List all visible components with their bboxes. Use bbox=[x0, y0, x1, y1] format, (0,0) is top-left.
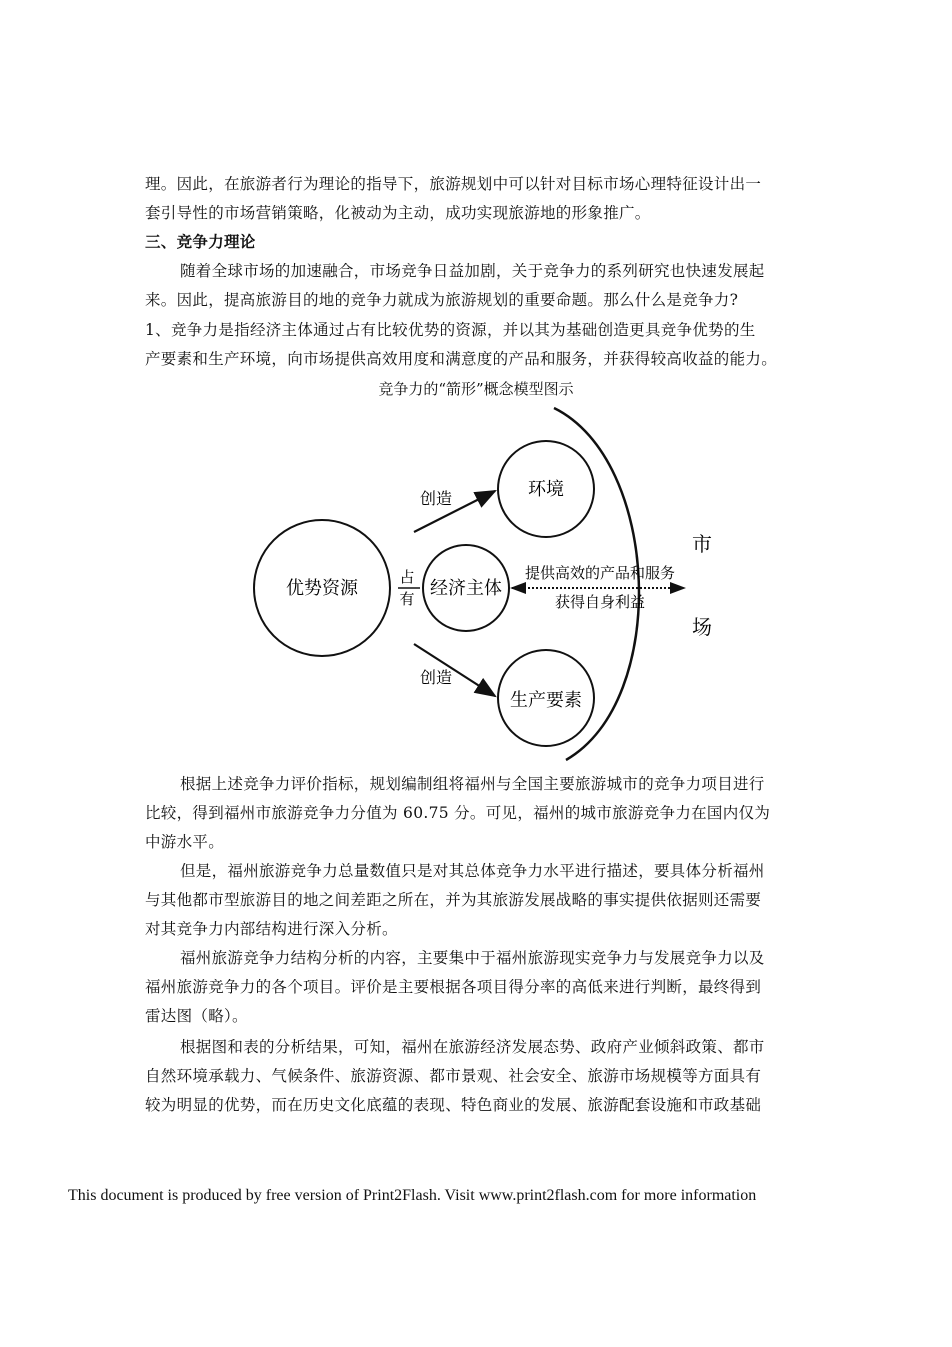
competitiveness-arrow-model-diagram bbox=[240, 400, 720, 770]
create-label-top: 创造 bbox=[419, 489, 453, 508]
paragraph-line: 与其他都市型旅游目的地之间差距之所在，并为其旅游发展战略的事实提供依据则还需要 bbox=[145, 891, 762, 909]
paragraph-line: 对其竞争力内部结构进行深入分析。 bbox=[145, 920, 398, 938]
environment-label: 环境 bbox=[528, 479, 564, 500]
provide-label: 提供高效的产品和服务 bbox=[524, 564, 676, 582]
intro-paragraph bbox=[145, 257, 835, 315]
paragraph-line: 但是，福州旅游竞争力总量数值只是对其总体竞争力水平进行描述，要具体分析福州 bbox=[180, 862, 765, 880]
paragraph-line: 套引导性的市场营销策略，化被动为主动，成功实现旅游地的形象推广。 bbox=[145, 204, 651, 222]
paragraph-line: 根据图和表的分析结果，可知，福州在旅游经济发展态势、政府产业倾斜政策、都市 bbox=[180, 1038, 765, 1056]
paragraph-line: 根据上述竞争力评价指标，规划编制组将福州与全国主要旅游城市的竞争力项目进行 bbox=[180, 775, 765, 793]
economic-entity-label: 经济主体 bbox=[430, 578, 502, 599]
paragraph-line: 1、竞争力是指经济主体通过占有比较优势的资源，并以其为基础创造更具竞争优势的生 bbox=[145, 321, 756, 339]
advantage-resources-label: 优势资源 bbox=[286, 578, 358, 599]
gain-label: 获得自身利益 bbox=[554, 593, 646, 611]
body-paragraph-2 bbox=[145, 857, 835, 944]
paragraph-line: 福州旅游竞争力的各个项目。评价是主要根据各项目得分率的高低来进行判断，最终得到 bbox=[145, 978, 762, 996]
create-label-bottom: 创造 bbox=[419, 668, 453, 687]
paragraph-line: 中游水平。 bbox=[145, 833, 225, 851]
body-paragraph-4 bbox=[145, 1033, 835, 1120]
definition-paragraph bbox=[145, 316, 835, 374]
section-heading-text: 三、竞争力理论 bbox=[145, 233, 256, 251]
market-label-top: 市 bbox=[692, 532, 712, 556]
paragraph-line: 来。因此，提高旅游目的地的竞争力就成为旅游规划的重要命题。那么什么是竞争力? bbox=[145, 291, 739, 309]
occupy-label-top: 占 bbox=[399, 568, 415, 586]
paragraph-line: 理。因此，在旅游者行为理论的指导下，旅游规划中可以针对目标市场心理特征设计出一 bbox=[145, 175, 762, 193]
paragraph-line: 产要素和生产环境，向市场提供高效用度和满意度的产品和服务，并获得较高收益的能力。 bbox=[145, 350, 778, 368]
paragraph-line: 福州旅游竞争力结构分析的内容，主要集中于福州旅游现实竞争力与发展竞争力以及 bbox=[180, 949, 765, 967]
section-heading bbox=[145, 228, 835, 257]
body-paragraph-1 bbox=[145, 770, 835, 857]
paragraph-line: 随着全球市场的加速融合，市场竞争日益加剧，关于竞争力的系列研究也快速发展起 bbox=[180, 262, 765, 280]
paragraph-line: 自然环境承载力、气候条件、旅游资源、都市景观、社会安全、旅游市场规模等方面具有 bbox=[145, 1067, 762, 1085]
market-label-bottom: 场 bbox=[692, 615, 712, 639]
top-paragraph bbox=[145, 170, 835, 228]
production-factors-label: 生产要素 bbox=[510, 690, 582, 711]
paragraph-line: 比较，得到福州市旅游竞争力分值为 60.75 分。可见，福州的城市旅游竞争力在国内仅为 bbox=[145, 804, 771, 822]
print2flash-footer: This document is produced by free version of Print2Flash. Visit www.print2flash.com for more information bbox=[68, 1187, 757, 1204]
occupy-label-bottom: 有 bbox=[399, 590, 415, 608]
paragraph-line: 较为明显的优势，而在历史文化底蕴的表现、特色商业的发展、旅游配套设施和市政基础 bbox=[145, 1096, 762, 1114]
body-paragraph-3 bbox=[145, 944, 835, 1031]
diagram-caption: 竞争力的“箭形”概念模型图示 bbox=[378, 380, 574, 398]
paragraph-line: 雷达图（略）。 bbox=[145, 1007, 248, 1025]
